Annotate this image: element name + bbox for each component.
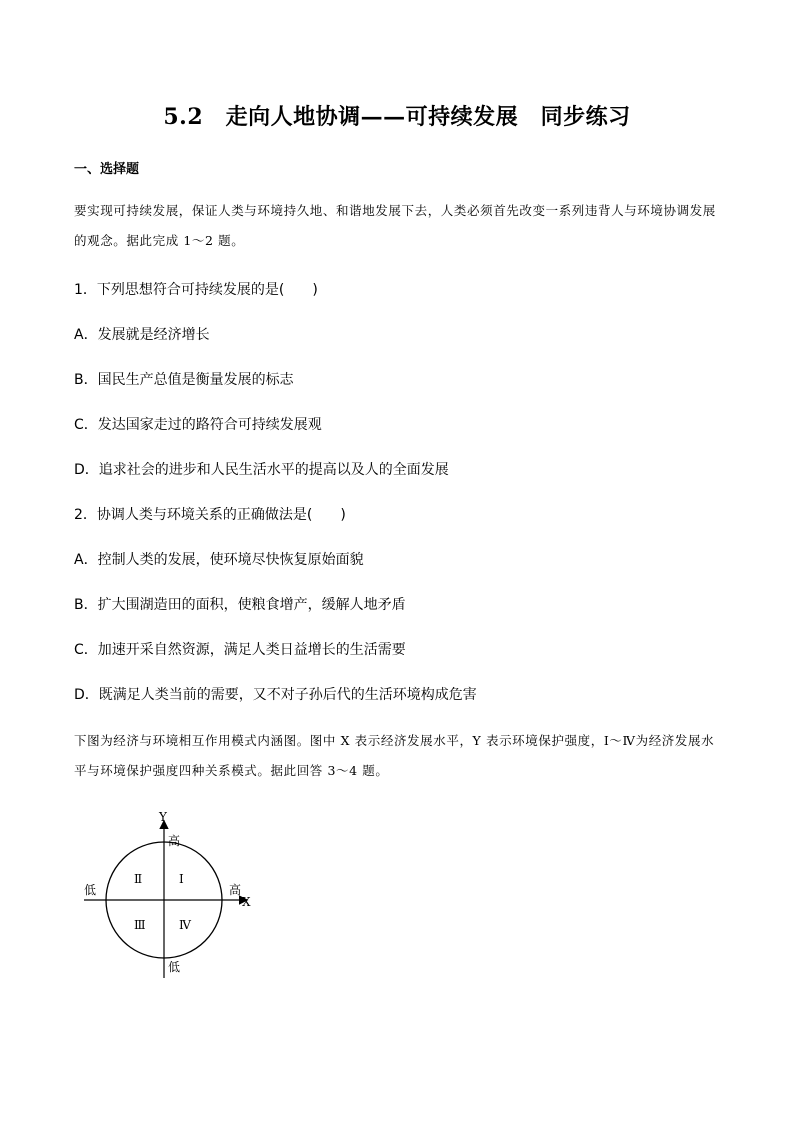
y-axis-label: Y [159,810,167,824]
question-1-option-c: C．发达国家走过的路符合可持续发展观 [74,417,322,433]
quadrant-4-label: Ⅳ [179,918,191,932]
question-2-option-a: A．控制人类的发展，使环境尽快恢复原始面貌 [74,552,364,568]
question-1-option-d: D．追求社会的进步和人民生活水平的提高以及人的全面发展 [74,462,449,478]
intro-paragraph-2: 下图为经济与环境相互作用模式内涵图。图中 X 表示经济发展水平，Y 表示环境保护强度，Ⅰ～Ⅳ为经济发展水平与环境保护强度四种关系模式。据此回答 3～4 题。 [74,733,715,778]
intro-paragraph-1: 要实现可持续发展，保证人类与环境持久地、和谐地发展下去，人类必须首先改变一系列违背人与环境协调发展的观念。据此完成 1～2 题。 [74,203,716,248]
question-2-option-c: C．加速开采自然资源，满足人类日益增长的生活需要 [74,642,406,658]
question-1-option-a: A．发展就是经济增长 [74,327,210,343]
x-high-label: 高 [229,883,242,897]
x-axis-label: X [242,895,251,909]
question-2-option-d: D．既满足人类当前的需要，又不对子孙后代的生活环境构成危害 [74,687,477,703]
question-2-option-b: B．扩大围湖造田的面积，使粮食增产，缓解人地矛盾 [74,597,406,613]
section-heading: 一、选择题 [74,162,140,177]
y-low-label: 低 [168,960,181,974]
page-title: 5.2 走向人地协调——可持续发展 同步练习 [163,104,631,130]
question-2-stem: 2．协调人类与环境关系的正确做法是( ) [74,507,346,523]
question-1-stem: 1．下列思想符合可持续发展的是( ) [74,282,318,298]
question-1-option-b: B．国民生产总值是衡量发展的标志 [74,372,294,388]
x-low-label: 低 [84,883,97,897]
economy-environment-diagram [74,808,274,978]
y-high-label: 高 [168,834,181,848]
quadrant-3-label: Ⅲ [134,918,146,932]
quadrant-1-label: Ⅰ [179,872,184,886]
quadrant-2-label: Ⅱ [134,872,143,886]
